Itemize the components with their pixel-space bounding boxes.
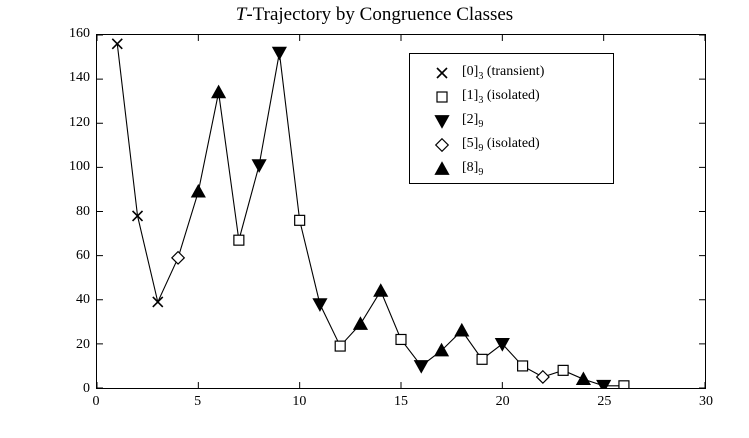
x-tick-label: 5 (194, 394, 202, 409)
legend-item (410, 133, 613, 157)
marker-tri-down (597, 380, 610, 388)
y-tick-label: 60 (76, 247, 90, 263)
marker-tri-up (374, 284, 387, 296)
marker-tri-up (212, 86, 225, 98)
marker-square (234, 235, 244, 245)
legend-item (410, 85, 613, 109)
x-tick-label: 0 (92, 394, 100, 409)
marker-x (153, 297, 163, 307)
marker-tri-up (435, 162, 449, 174)
marker-tri-up (192, 185, 205, 197)
marker-tri-down (313, 299, 326, 311)
marker-tri-up (455, 324, 468, 336)
plot-area (96, 34, 706, 389)
x-tick-label: 15 (394, 394, 408, 409)
legend-label: $[0]_3$ (transient) (462, 64, 545, 82)
y-tick-label: 100 (69, 159, 90, 175)
y-tick-label: 120 (69, 114, 90, 130)
marker-square (518, 361, 528, 371)
legend-item (410, 109, 613, 133)
marker-square (619, 381, 629, 388)
marker-tri-down (415, 361, 428, 373)
y-axis-tick-labels (46, 26, 90, 396)
chart-title-rest: -Trajectory by Congruence Classes (246, 4, 514, 25)
x-tick-label: 25 (597, 394, 612, 409)
legend-marker-tri-up (410, 157, 462, 181)
legend-label: $[2]_9$ (462, 112, 484, 130)
marker-square (477, 354, 487, 364)
marker-diamond (436, 139, 449, 152)
legend-marker-tri-down (410, 109, 462, 133)
marker-tri-up (577, 372, 590, 384)
marker-square (558, 365, 568, 375)
marker-square (335, 341, 345, 351)
legend-marker-square (410, 85, 462, 109)
marker-square (437, 92, 447, 102)
legend-label: $[1]_3$ (isolated) (462, 88, 540, 106)
x-tick-label: 30 (699, 394, 713, 409)
y-tick-label: 80 (76, 203, 90, 219)
marker-x (437, 68, 447, 78)
legend-label: $[8]_9$ (462, 160, 484, 178)
chart-title (0, 4, 749, 26)
legend-item (410, 157, 613, 181)
y-tick-label: 40 (76, 292, 90, 308)
x-axis-tick-labels (92, 394, 713, 414)
y-tick-label: 140 (69, 70, 90, 86)
marker-tri-down (273, 47, 286, 59)
y-tick-label: 160 (69, 26, 90, 41)
marker-square (295, 215, 305, 225)
y-tick-label: 20 (76, 336, 90, 352)
legend-label: $[5]_9$ (isolated) (462, 136, 540, 154)
marker-tri-down (252, 160, 265, 172)
x-tick-label: 20 (495, 394, 510, 409)
chart-title-italic-prefix: T (235, 4, 247, 25)
legend-item (410, 61, 613, 85)
marker-diamond (172, 252, 184, 264)
marker-tri-up (354, 317, 367, 329)
legend (409, 53, 614, 184)
y-tick-label: 0 (83, 381, 90, 396)
marker-tri-down (435, 116, 449, 128)
legend-marker-diamond (410, 133, 462, 157)
legend-marker-x (410, 61, 462, 85)
marker-square (396, 334, 406, 344)
marker-diamond (537, 371, 549, 383)
x-tick-label: 10 (292, 394, 307, 409)
